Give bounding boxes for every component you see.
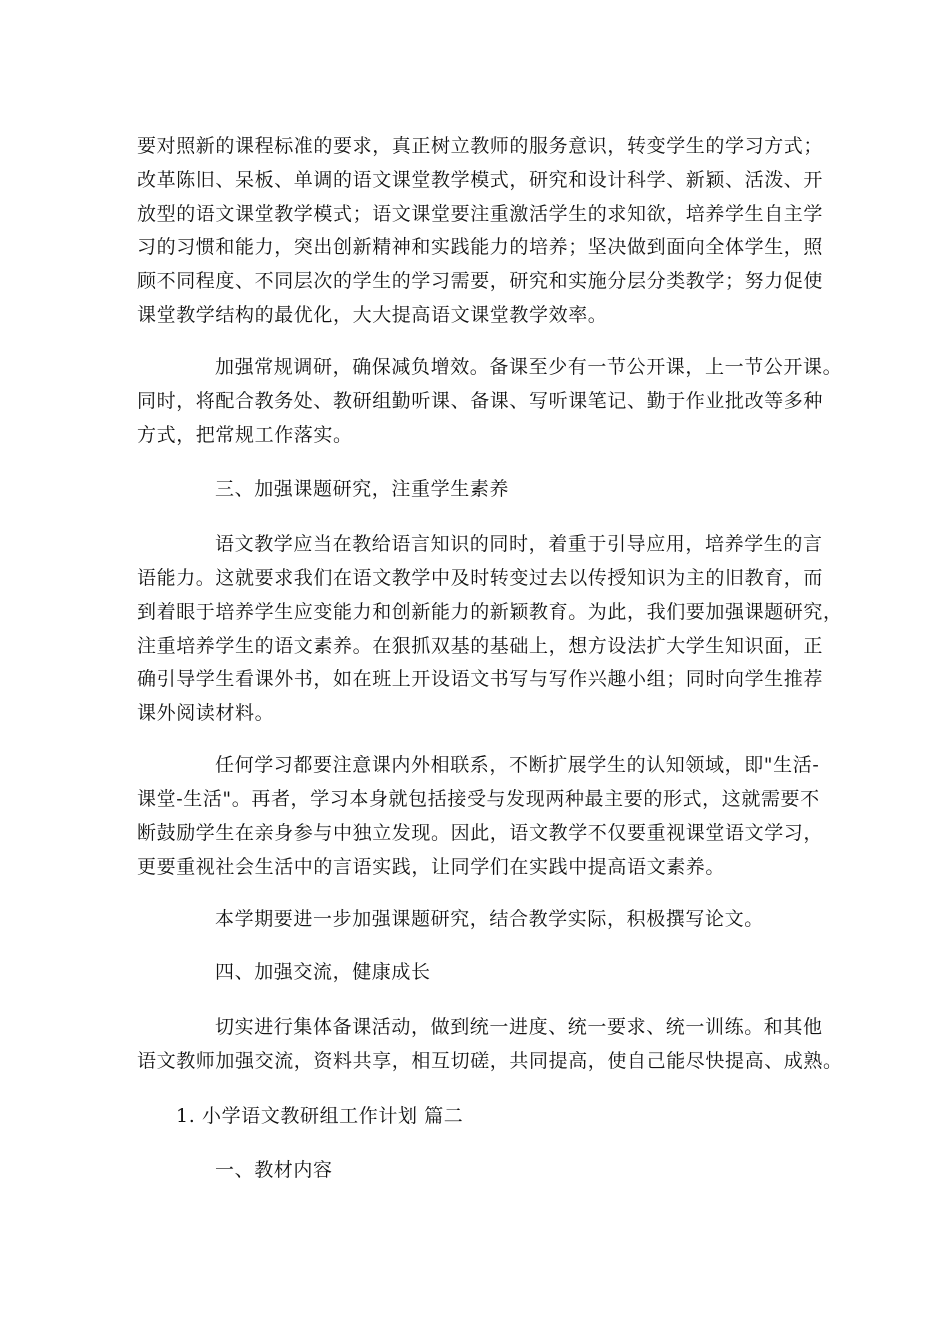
section-heading: 四、加强交流，健康成长 xyxy=(215,961,431,983)
text-line: 课堂-生活"。再者，学习本身就包括接受与发现两种最主要的形式，这就需要不 xyxy=(137,788,820,810)
text-line: 确引导学生看课外书，如在班上开设语文书写与写作兴趣小组；同时向学生推荐 xyxy=(137,668,824,690)
text-line: 改革陈旧、呆板、单调的语文课堂教学模式，研究和设计科学、新颖、活泼、开 xyxy=(137,169,824,191)
text-line: 切实进行集体备课活动，做到统一进度、统一要求、统一训练。和其他 xyxy=(215,1016,823,1038)
text-line: 本学期要进一步加强课题研究，结合教学实际，积极撰写论文。 xyxy=(215,908,764,930)
text-line: 语能力。这就要求我们在语文教学中及时转变过去以传授知识为主的旧教育，而 xyxy=(137,567,824,589)
text-line: 语文教师加强交流，资料共享，相互切磋，共同提高，使自己能尽快提高、成熟。 xyxy=(137,1050,843,1072)
text-line: 注重培养学生的语文素养。在狠抓双基的基础上，想方设法扩大学生知识面，正 xyxy=(137,635,824,657)
text-line: 语文教学应当在教给语言知识的同时，着重于引导应用，培养学生的言 xyxy=(215,533,823,555)
section-heading: 一、教材内容 xyxy=(215,1159,333,1181)
text-line: 断鼓励学生在亲身参与中独立发现。因此，语文教学不仅要重视课堂语文学习， xyxy=(137,822,824,844)
text-line: 习的习惯和能力，突出创新精神和实践能力的培养；坚决做到面向全体学生，照 xyxy=(137,236,824,258)
text-line: 要对照新的课程标准的要求，真正树立教师的服务意识，转变学生的学习方式； xyxy=(137,135,824,157)
text-line: 更要重视社会生活中的言语实践，让同学们在实践中提高语文素养。 xyxy=(137,856,726,878)
text-line: 方式，把常规工作落实。 xyxy=(137,424,353,446)
text-line: 课堂教学结构的最优化，大大提高语文课堂教学效率。 xyxy=(137,304,608,326)
document-title-heading: 1. 小学语文教研组工作计划 篇二 xyxy=(176,1105,464,1127)
text-line: 到着眼于培养学生应变能力和创新能力的新颖教育。为此，我们要加强课题研究， xyxy=(137,601,843,623)
text-line: 任何学习都要注意课内外相联系，不断扩展学生的认知领域，即"生活- xyxy=(215,754,820,776)
text-line: 顾不同程度、不同层次的学生的学习需要，研究和实施分层分类教学；努力促使 xyxy=(137,270,824,292)
text-line: 加强常规调研，确保减负增效。备课至少有一节公开课，上一节公开课。 xyxy=(215,356,843,378)
text-line: 同时，将配合教务处、教研组勤听课、备课、写听课笔记、勤于作业批改等多种 xyxy=(137,390,824,412)
text-line: 课外阅读材料。 xyxy=(137,702,275,724)
section-heading: 三、加强课题研究，注重学生素养 xyxy=(215,478,510,500)
text-line: 放型的语文课堂教学模式；语文课堂要注重激活学生的求知欲，培养学生自主学 xyxy=(137,203,824,225)
